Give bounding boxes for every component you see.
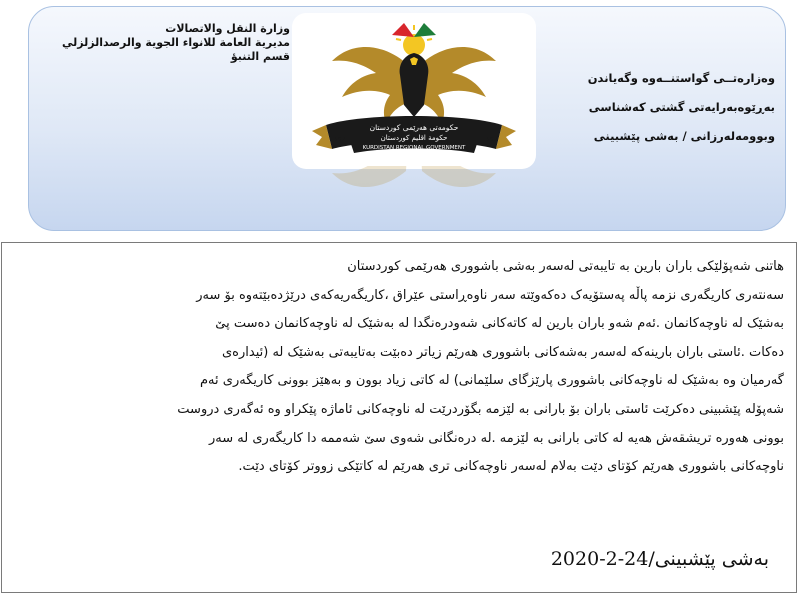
forecast-line: ناوچەکانی باشووری هەرێم کۆتای دێت بەلام لەسەر ناوچەکانی تری هەرێم لە کاتێکی زووتر کۆتای دێت.	[238, 459, 784, 475]
kurdish-ministry-line: وەزارەتــی گواستنــەوە وگەیاندن	[587, 71, 775, 85]
kurdish-letterhead	[545, 64, 775, 151]
kurdish-department-line: وبوومەلەرزانی / بەشی پێشبینی	[593, 129, 775, 143]
krg-emblem-icon	[292, 13, 536, 169]
arabic-department-line: قسم التنبؤ	[230, 50, 290, 63]
arabic-ministry-line: وزارة النقل والاتصالات	[165, 22, 290, 35]
sun-icon	[403, 34, 425, 56]
logo-year-left: 1992	[330, 136, 346, 143]
kurdish-directorate-line: بەڕێوەبەرایەتی گشتی کەشناسی	[588, 100, 775, 114]
logo-reflection	[292, 166, 536, 221]
forecast-line: هاتنی شەپۆلێکی باران بارین بە تایبەتی لەسەر بەشی باشووری هەرێمی کوردستان	[347, 259, 784, 274]
logo-ring-text-ar: حکومة اقلیم کوردستان	[380, 134, 448, 142]
forecast-line: بوونی هەورە تریشقەش هەیە لە کاتی بارانی بە لێزمە .لە درەنگانی شەوی سێ شەممە دا کاریگەری لە سەر	[208, 430, 784, 446]
logo-year-right: 1992	[482, 136, 498, 143]
forecast-line: دەکات .ئاستی باران بارینەکە لەسەر بەشەکانی باشووری هەرێم زیاتر دەبێت بەتایبەتی بەشێک لە (ئیدارەی	[222, 344, 784, 360]
arabic-letterhead	[42, 22, 290, 64]
logo-ring-text: حکومەتی هەرێمی کوردستان	[369, 123, 459, 132]
forecast-line: شەپۆلە پێشبینی دەکرێت ئاستی باران بۆ بارانی بە لێزمە بگۆردرێت لە ناوچەکانی ئاماژە پێکراو وە ئەگەری دروست	[177, 401, 784, 417]
forecast-line: گەرمیان وە بەشێک لە ناوچەکانی باشووری پارێزگای سلێمانی) لە کاتی زیاد بوون و بەهێز بوونی کاریگەری ئەم	[200, 373, 784, 389]
forecast-line: بەشێک لە ناوچەکانمان .ئەم شەو باران بارین لە کاتەکانی شەودرەنگدا لە بەشێک لە ناوچەکانمان دەست پێ	[215, 316, 784, 332]
arabic-directorate-line: مديرية العامة للانواء الجوية والرصدالزلزلي	[62, 36, 290, 49]
forecast-line: سەنتەری کاریگەری نزمە پاڵە پەستۆیەک دەکەوێتە سەر ناوەڕاستی عێراق ،کاریگەریەکەی درێژدەبێتەوە بۆ سەر	[196, 287, 784, 303]
forecast-text-box	[1, 242, 797, 593]
krg-logo	[292, 13, 536, 169]
forecast-dateline: بەشی پێشبینی/24-2-2020	[550, 548, 769, 570]
logo-ring-text-en: KURDISTAN REGIONAL GOVERNMENT	[362, 145, 466, 151]
forecast-paragraph	[12, 253, 784, 482]
